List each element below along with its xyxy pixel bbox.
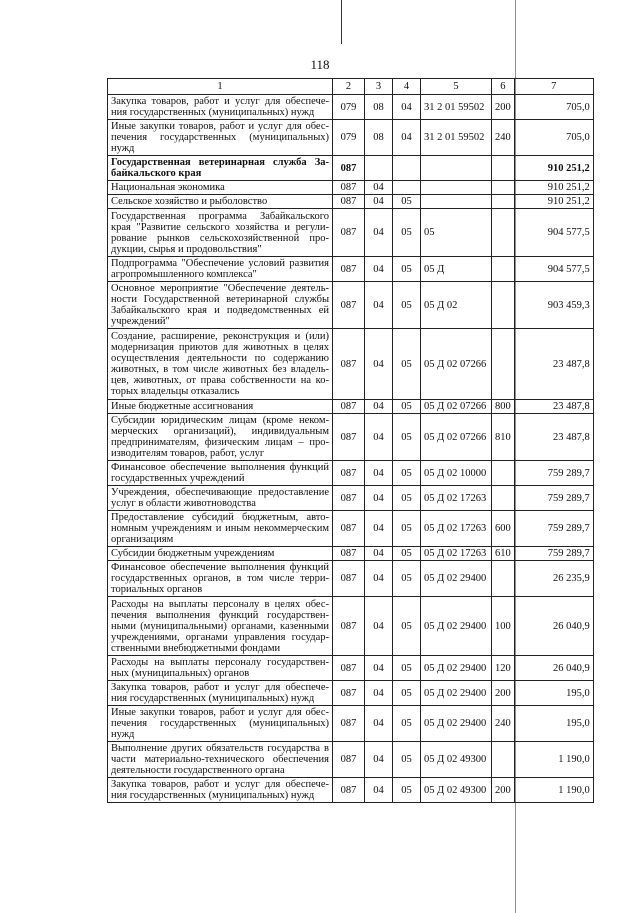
row-amount: 23 487,8 [514, 329, 593, 400]
row-admin-code: 087 [333, 706, 365, 742]
row-admin-code: 087 [333, 778, 365, 803]
row-expense-type [492, 282, 515, 329]
row-admin-code: 087 [333, 656, 365, 681]
row-subsection: 05 [393, 486, 421, 511]
page-number: 118 [310, 57, 330, 72]
row-expense-type [492, 461, 515, 486]
row-section: 08 [365, 120, 393, 156]
row-name: Основное мероприятие "Обеспечение деятель-ности Государственной ветеринарной службы Забайкальского края и подведомственных ей учреждений" [108, 282, 333, 329]
row-target-article: 05 Д 02 07266 [421, 329, 492, 400]
row-expense-type: 200 [492, 95, 515, 120]
row-amount: 26 040,9 [514, 656, 593, 681]
row-admin-code: 087 [333, 547, 365, 561]
row-target-article: 05 Д 02 29400 [421, 706, 492, 742]
row-name: Государственная программа Забайкальского края "Развитие сельского хозяйства и регули-рование рынков сельскохозяйственной про-дукции, сырья и продовольствия" [108, 209, 333, 257]
header-col-1: 1 [108, 79, 333, 95]
row-name: Сельское хозяйство и рыболовство [108, 195, 333, 209]
row-name: Субсидии бюджетным учреждениям [108, 547, 333, 561]
row-target-article [421, 195, 492, 209]
row-subsection: 05 [393, 329, 421, 400]
table-header-row [108, 79, 594, 95]
table-row [108, 156, 594, 181]
table-row [108, 597, 594, 656]
row-subsection: 05 [393, 742, 421, 778]
row-amount: 910 251,2 [514, 195, 593, 209]
row-admin-code: 087 [333, 681, 365, 706]
table-row [108, 414, 594, 461]
row-amount: 195,0 [514, 681, 593, 706]
row-section: 04 [365, 742, 393, 778]
row-target-article: 05 Д 02 29400 [421, 656, 492, 681]
header-col-4: 4 [393, 79, 421, 95]
row-expense-type [492, 195, 515, 209]
row-section: 04 [365, 195, 393, 209]
row-amount: 1 190,0 [514, 778, 593, 803]
table-row [108, 195, 594, 209]
row-admin-code: 079 [333, 95, 365, 120]
row-section: 04 [365, 561, 393, 597]
row-expense-type [492, 156, 515, 181]
row-name: Финансовое обеспечение выполнения функций государственных органов, в том числе терри-ториальных органов [108, 561, 333, 597]
table-row [108, 778, 594, 803]
table-row [108, 461, 594, 486]
row-target-article: 05 Д 02 [421, 282, 492, 329]
row-expense-type: 810 [492, 414, 515, 461]
row-section: 04 [365, 414, 393, 461]
row-expense-type [492, 209, 515, 257]
row-target-article [421, 156, 492, 181]
row-target-article: 05 Д 02 10000 [421, 461, 492, 486]
row-amount: 26 040,9 [514, 597, 593, 656]
row-admin-code: 087 [333, 461, 365, 486]
row-amount: 1 190,0 [514, 742, 593, 778]
row-expense-type [492, 257, 515, 282]
table-row [108, 181, 594, 195]
row-name: Закупка товаров, работ и услуг для обеспече-ния государственных (муниципальных) нужд [108, 95, 333, 120]
row-expense-type: 800 [492, 400, 515, 414]
row-target-article: 05 Д 02 29400 [421, 561, 492, 597]
row-expense-type: 240 [492, 706, 515, 742]
row-target-article: 31 2 01 59502 [421, 95, 492, 120]
table-row [108, 656, 594, 681]
row-name: Закупка товаров, работ и услуг для обеспече-ния государственных (муниципальных) нужд [108, 778, 333, 803]
row-subsection: 05 [393, 656, 421, 681]
row-admin-code: 087 [333, 561, 365, 597]
table-row [108, 209, 594, 257]
row-expense-type [492, 181, 515, 195]
row-expense-type: 100 [492, 597, 515, 656]
row-name: Иные бюджетные ассигнования [108, 400, 333, 414]
row-target-article: 05 Д 02 07266 [421, 400, 492, 414]
row-expense-type [492, 561, 515, 597]
budget-table [107, 78, 594, 803]
row-subsection: 05 [393, 195, 421, 209]
row-section: 04 [365, 597, 393, 656]
table-row [108, 282, 594, 329]
row-subsection: 05 [393, 209, 421, 257]
row-section: 04 [365, 656, 393, 681]
row-name: Выполнение других обязательств государства в части материально-технического обеспечения деятельности государственного органа [108, 742, 333, 778]
row-subsection: 05 [393, 511, 421, 547]
row-target-article: 05 Д 02 07266 [421, 414, 492, 461]
row-name: Субсидии юридическим лицам (кроме неком-мерческих организаций), индивидуальным предпринимателям, физическим лицам – про-изводителям товаров, работ, услуг [108, 414, 333, 461]
row-admin-code: 087 [333, 329, 365, 400]
row-name: Создание, расширение, реконструкция и (или) модернизация приютов для животных в целях осуществления деятельности по содержанию животных, в том числе животных без владель-цев, животных, от права собственности на ко-торых владельцы отказались [108, 329, 333, 400]
row-subsection: 05 [393, 547, 421, 561]
table-row [108, 400, 594, 414]
row-name: Финансовое обеспечение выполнения функций государственных учреждений [108, 461, 333, 486]
row-admin-code: 087 [333, 282, 365, 329]
row-name: Закупка товаров, работ и услуг для обеспече-ния государственных (муниципальных) нужд [108, 681, 333, 706]
row-subsection: 05 [393, 706, 421, 742]
row-target-article: 05 Д 02 29400 [421, 597, 492, 656]
row-subsection: 04 [393, 95, 421, 120]
row-section: 04 [365, 511, 393, 547]
row-target-article: 05 Д [421, 257, 492, 282]
row-expense-type: 120 [492, 656, 515, 681]
row-amount: 904 577,5 [514, 257, 593, 282]
row-section: 04 [365, 282, 393, 329]
row-expense-type: 610 [492, 547, 515, 561]
row-subsection: 05 [393, 561, 421, 597]
row-name: Иные закупки товаров, работ и услуг для обес-печения государственных (муниципальных) нужд [108, 120, 333, 156]
row-amount: 759 289,7 [514, 511, 593, 547]
row-name: Подпрограмма "Обеспечение условий развития агропромышленного комплекса" [108, 257, 333, 282]
row-name: Государственная ветеринарная служба За-байкальского края [108, 156, 333, 181]
row-section: 04 [365, 209, 393, 257]
row-expense-type [492, 329, 515, 400]
row-amount: 705,0 [514, 120, 593, 156]
row-expense-type: 200 [492, 681, 515, 706]
row-target-article: 05 Д 02 17263 [421, 486, 492, 511]
table-row [108, 706, 594, 742]
table-row [108, 547, 594, 561]
row-admin-code: 087 [333, 742, 365, 778]
row-section: 04 [365, 486, 393, 511]
row-name: Расходы на выплаты персоналу государствен-ных (муниципальных) органов [108, 656, 333, 681]
row-target-article: 31 2 01 59502 [421, 120, 492, 156]
row-amount: 759 289,7 [514, 547, 593, 561]
row-amount: 23 487,8 [514, 400, 593, 414]
row-expense-type: 600 [492, 511, 515, 547]
row-section: 04 [365, 461, 393, 486]
row-section: 04 [365, 257, 393, 282]
row-section: 04 [365, 706, 393, 742]
row-name: Предоставление субсидий бюджетным, авто-номным учреждениям и иным некоммерческим организациям [108, 511, 333, 547]
table-row [108, 486, 594, 511]
row-section: 08 [365, 95, 393, 120]
row-name: Учреждения, обеспечивающие предоставление услуг в области животноводства [108, 486, 333, 511]
row-subsection: 05 [393, 400, 421, 414]
row-subsection [393, 156, 421, 181]
row-target-article: 05 Д 02 49300 [421, 742, 492, 778]
row-target-article: 05 Д 02 49300 [421, 778, 492, 803]
table-row [108, 561, 594, 597]
row-admin-code: 087 [333, 597, 365, 656]
row-target-article: 05 Д 02 29400 [421, 681, 492, 706]
row-subsection: 05 [393, 414, 421, 461]
table-row [108, 257, 594, 282]
row-amount: 910 251,2 [514, 156, 593, 181]
row-section: 04 [365, 329, 393, 400]
row-expense-type [492, 742, 515, 778]
table-row [108, 95, 594, 120]
row-amount: 904 577,5 [514, 209, 593, 257]
header-col-5: 5 [421, 79, 492, 95]
row-amount: 910 251,2 [514, 181, 593, 195]
row-section [365, 156, 393, 181]
row-target-article: 05 Д 02 17263 [421, 547, 492, 561]
header-col-2: 2 [333, 79, 365, 95]
row-expense-type [492, 486, 515, 511]
row-expense-type: 240 [492, 120, 515, 156]
row-section: 04 [365, 778, 393, 803]
scan-line-top [341, 0, 342, 44]
row-section: 04 [365, 681, 393, 706]
row-subsection: 05 [393, 681, 421, 706]
row-subsection: 04 [393, 120, 421, 156]
row-amount: 759 289,7 [514, 486, 593, 511]
table-row [108, 329, 594, 400]
row-admin-code: 087 [333, 156, 365, 181]
header-col-3: 3 [365, 79, 393, 95]
row-admin-code: 087 [333, 511, 365, 547]
table-row [108, 511, 594, 547]
row-name: Расходы на выплаты персоналу в целях обес-печения выполнения функций государствен-ными (муниципальными) органами, казенными учреждениями, органами управления государ-ственными внебюджетными фондами [108, 597, 333, 656]
row-section: 04 [365, 400, 393, 414]
row-subsection: 05 [393, 257, 421, 282]
row-subsection: 05 [393, 778, 421, 803]
row-target-article: 05 Д 02 17263 [421, 511, 492, 547]
row-section: 04 [365, 547, 393, 561]
row-name: Иные закупки товаров, работ и услуг для обес-печения государственных (муниципальных) нужд [108, 706, 333, 742]
row-admin-code: 087 [333, 400, 365, 414]
header-col-6: 6 [492, 79, 515, 95]
row-admin-code: 079 [333, 120, 365, 156]
row-admin-code: 087 [333, 181, 365, 195]
row-name: Национальная экономика [108, 181, 333, 195]
table-row [108, 120, 594, 156]
row-section: 04 [365, 181, 393, 195]
row-subsection: 05 [393, 597, 421, 656]
header-col-7: 7 [514, 79, 593, 95]
row-subsection: 05 [393, 282, 421, 329]
row-subsection [393, 181, 421, 195]
budget-table-body [108, 79, 594, 803]
row-admin-code: 087 [333, 209, 365, 257]
row-amount: 23 487,8 [514, 414, 593, 461]
row-amount: 705,0 [514, 95, 593, 120]
row-amount: 759 289,7 [514, 461, 593, 486]
row-admin-code: 087 [333, 195, 365, 209]
row-target-article [421, 181, 492, 195]
row-target-article: 05 [421, 209, 492, 257]
row-amount: 903 459,3 [514, 282, 593, 329]
table-row [108, 742, 594, 778]
table-row [108, 681, 594, 706]
row-admin-code: 087 [333, 257, 365, 282]
row-admin-code: 087 [333, 414, 365, 461]
row-amount: 26 235,9 [514, 561, 593, 597]
row-amount: 195,0 [514, 706, 593, 742]
row-subsection: 05 [393, 461, 421, 486]
row-expense-type: 200 [492, 778, 515, 803]
row-admin-code: 087 [333, 486, 365, 511]
